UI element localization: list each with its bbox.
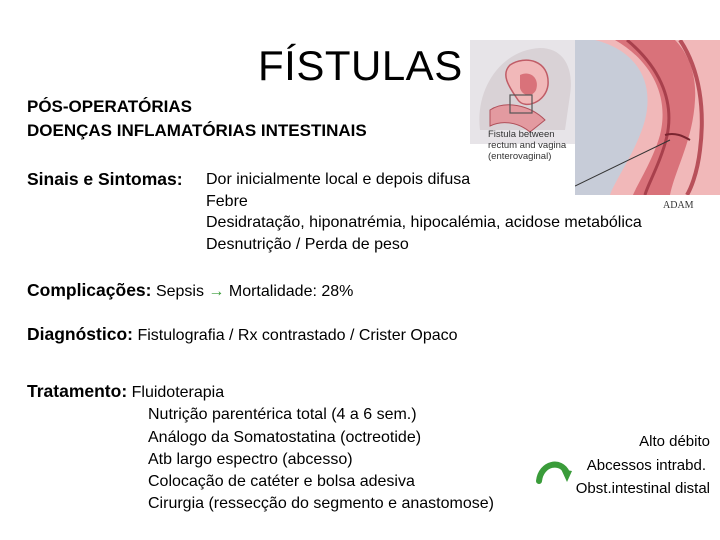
treatment-row: [27, 381, 224, 402]
complications-label: Complicações:: [27, 280, 152, 300]
treatment-item: Fluidoterapia: [131, 384, 225, 401]
diagnosis-row: [27, 324, 458, 345]
diagnosis-label: Diagnóstico:: [27, 324, 133, 344]
indication-abscess: Abcessos intrabd.: [586, 457, 706, 474]
treatment-item: Nutrição parentérica total (4 a 6 sem.): [148, 406, 417, 423]
symptom-item: Febre: [206, 193, 248, 210]
indication-obstruction: Obst.intestinal distal: [575, 480, 710, 497]
indication-high-output: Alto débito: [639, 433, 710, 450]
treatment-item: Cirurgia (ressecção do segmento e anastomose): [148, 495, 494, 512]
mortality-value: Mortalidade: 28%: [228, 283, 354, 300]
figure-caption: Fistula between rectum and vagina (enterovaginal): [488, 129, 567, 162]
symptom-item: Desidratação, hiponatrémia, hipocalémia, acidose metabólica: [206, 214, 642, 231]
symptom-item: Dor inicialmente local e depois difusa: [206, 171, 471, 188]
subtitle-postoperative: PÓS-OPERATÓRIAS: [27, 97, 192, 116]
treatment-item: Análogo da Somatostatina (octreotide): [148, 429, 422, 446]
treatment-item: Atb largo espectro (abcesso): [148, 451, 353, 468]
anatomy-main-figure: [575, 40, 720, 195]
subtitle-ibd: DOENÇAS INFLAMATÓRIAS INTESTINAIS: [27, 121, 367, 140]
signs-symptoms-label: Sinais e Sintomas:: [27, 169, 183, 189]
figure-credit: ADAM: [663, 200, 694, 211]
complications-row: [27, 280, 353, 301]
treatment-item: Colocação de catéter e bolsa adesiva: [148, 473, 415, 490]
symptom-item: Desnutrição / Perda de peso: [206, 236, 409, 253]
slide-title: FÍSTULAS: [258, 42, 463, 89]
diagnosis-text: Fistulografia / Rx contrastado / Crister Opaco: [137, 327, 458, 344]
arrow-right-icon: →: [208, 283, 225, 300]
treatment-label: Tratamento:: [27, 381, 128, 401]
complication-sepsis: Sepsis: [155, 283, 204, 300]
